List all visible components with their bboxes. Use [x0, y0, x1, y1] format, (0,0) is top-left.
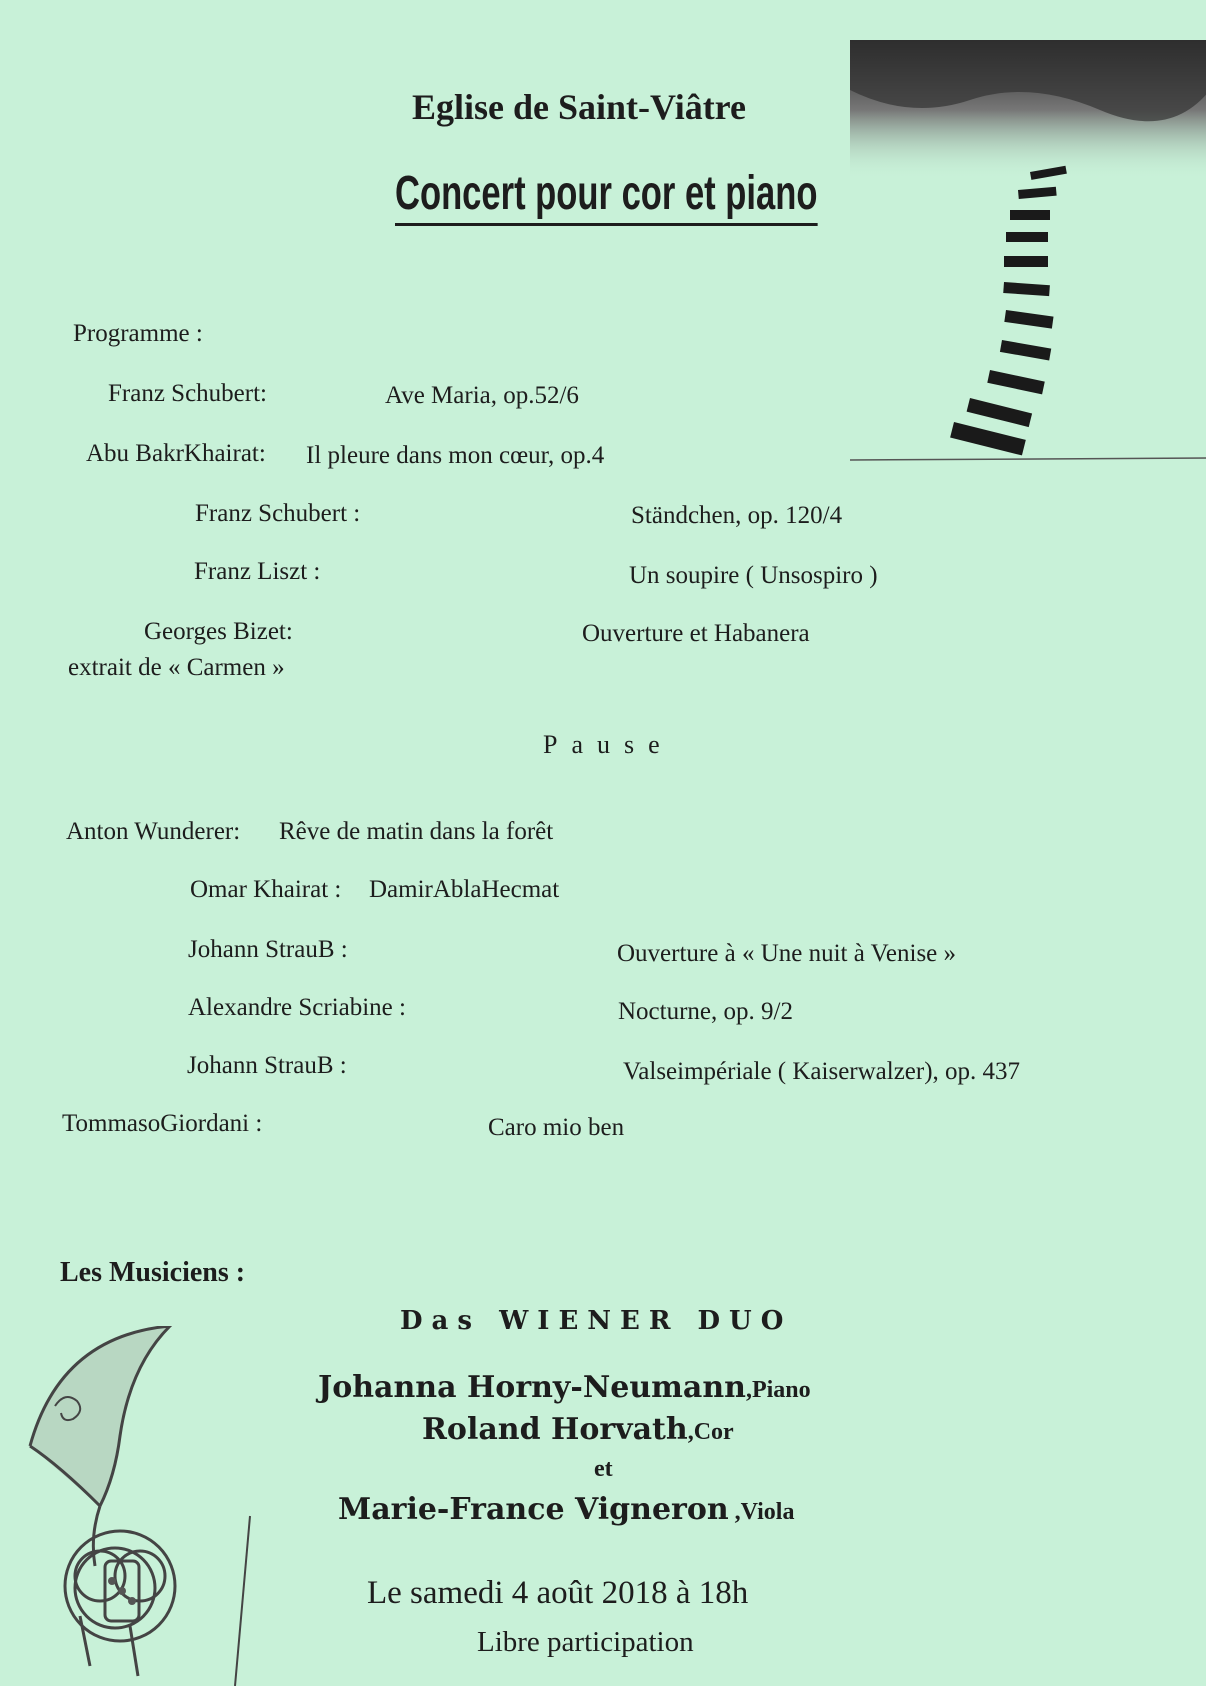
program-composer: Johann StrauB : [187, 1052, 347, 1079]
conjunction-et: et [594, 1456, 613, 1482]
ensemble-name: Das WIENER DUO [400, 1306, 793, 1336]
program-work: Un soupire ( Unsospiro ) [629, 562, 878, 589]
program-work: Ouverture et Habanera [582, 620, 810, 647]
program-composer: Franz Schubert: [108, 380, 267, 407]
performer-role: ,Cor [687, 1419, 734, 1445]
performer-role: ,Piano [745, 1377, 811, 1403]
program-label: Programme : [73, 320, 203, 347]
french-horn-illustration [20, 1326, 260, 1686]
event-date: Le samedi 4 août 2018 à 18h [367, 1575, 749, 1611]
program-composer: Georges Bizet: [144, 618, 293, 645]
performer-role: ,Viola [728, 1499, 795, 1525]
program-composer: Abu BakrKhairat: [86, 440, 266, 467]
piano-staircase-illustration [850, 30, 1206, 470]
program-work: DamirAblaHecmat [369, 876, 560, 903]
program-composer-note: extrait de « Carmen » [68, 654, 285, 681]
performer-name: Marie-France Vigneron [338, 1492, 729, 1527]
venue-name: Eglise de Saint-Viâtre [412, 87, 746, 127]
performer-line [318, 1370, 811, 1405]
admission-note: Libre participation [477, 1626, 694, 1658]
program-work: Ave Maria, op.52/6 [385, 382, 579, 409]
program-composer: Franz Liszt : [194, 558, 321, 585]
program-composer: Franz Schubert : [195, 500, 361, 527]
performer-name: Johanna Horny-Neumann [318, 1370, 746, 1405]
program-composer: Omar Khairat : [190, 876, 342, 903]
program-work: Nocturne, op. 9/2 [618, 998, 793, 1025]
program-work: Ständchen, op. 120/4 [631, 502, 843, 529]
program-composer: Johann StrauB : [188, 936, 348, 963]
program-work: Ouverture à « Une nuit à Venise » [617, 940, 957, 967]
performer-name: Roland Horvath [422, 1412, 688, 1447]
program-work: Rêve de matin dans la forêt [279, 818, 554, 845]
program-composer: Anton Wunderer: [66, 818, 241, 845]
program-work: Il pleure dans mon cœur, op.4 [306, 442, 605, 469]
program-composer: TommasoGiordani : [62, 1110, 263, 1137]
performer-line [422, 1412, 734, 1447]
pause-label: Pause [543, 730, 674, 759]
program-work: Valseimpériale ( Kaiserwalzer), op. 437 [623, 1058, 1021, 1085]
musicians-label: Les Musiciens : [60, 1257, 246, 1288]
program-composer: Alexandre Scriabine : [188, 994, 406, 1021]
performer-line [338, 1492, 794, 1527]
program-work: Caro mio ben [488, 1114, 625, 1141]
concert-title: Concert pour cor et piano [395, 166, 817, 226]
